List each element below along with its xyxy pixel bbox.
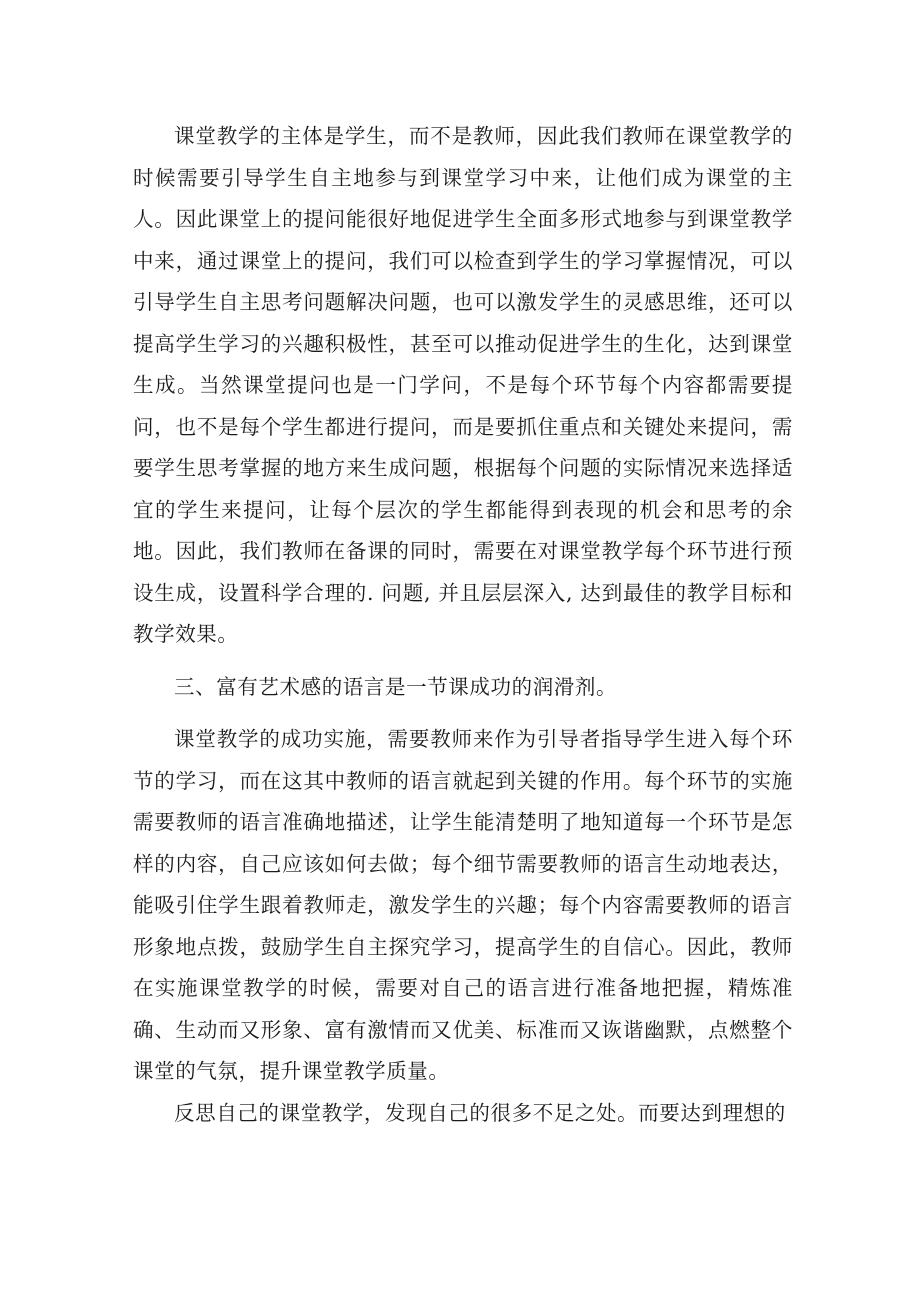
document-body	[133, 116, 793, 1134]
paragraph-reflection: 反思自己的课堂教学，发现自己的很多不足之处。而要达到理想的	[174, 1100, 786, 1125]
paragraph-questioning: 课堂教学的主体是学生，而不是教师，因此我们教师在课堂教学的时候需要引导学生自主地参与到课堂学习中来，让他们成为课堂的主人。因此课堂上的提问能很好地促进学生全面多形式地参与到课堂教学中来，通过课堂上的提问，我们可以检查到学生的学习掌握情况，可以引导学生自主思考问题解决问题，也可以激发学生的灵感思维，还可以提高学生学习的兴趣积极性，甚至可以推动促进学生的生化，达到课堂生成。当然课堂提问也是一门学问，不是每个环节每个内容都需要提问，也不是每个学生都进行提问，而是要抓住重点和关键处来提问，需要学生思考掌握的地方来生成问题，根据每个问题的实际情况来选择适宜的学生来提问，让每个层次的学生都能得到表现的机会和思考的余地。因此，我们教师在备课的同时，需要在对课堂教学每个环节进行预设生成，设置科学合理的. 问题, 并且层层深入, 达到最佳的教学目标和教学效果。	[133, 124, 793, 646]
paragraph-language: 课堂教学的成功实施，需要教师来作为引导者指导学生进入每个环节的学习，而在这其中教师的语言就起到关键的作用。每个环节的实施需要教师的语言准确地描述，让学生能清楚明了地知道每一个环节是怎样的内容，自己应该如何去做；每个细节需要教师的语言生动地表达，能吸引住学生跟着教师走，激发学生的兴趣；每个内容需要教师的语言形象地点拨，鼓励学生自主探究学习，提高学生的自信心。因此，教师在实施课堂教学的时候，需要对自己的语言进行准备地把握，精炼准确、生动而又形象、富有激情而又优美、标准而又诙谐幽默，点燃整个课堂的气氛，提升课堂教学质量。	[133, 727, 793, 1083]
section-heading-3: 三、富有艺术感的语言是一节课成功的润滑剂。	[174, 674, 618, 699]
